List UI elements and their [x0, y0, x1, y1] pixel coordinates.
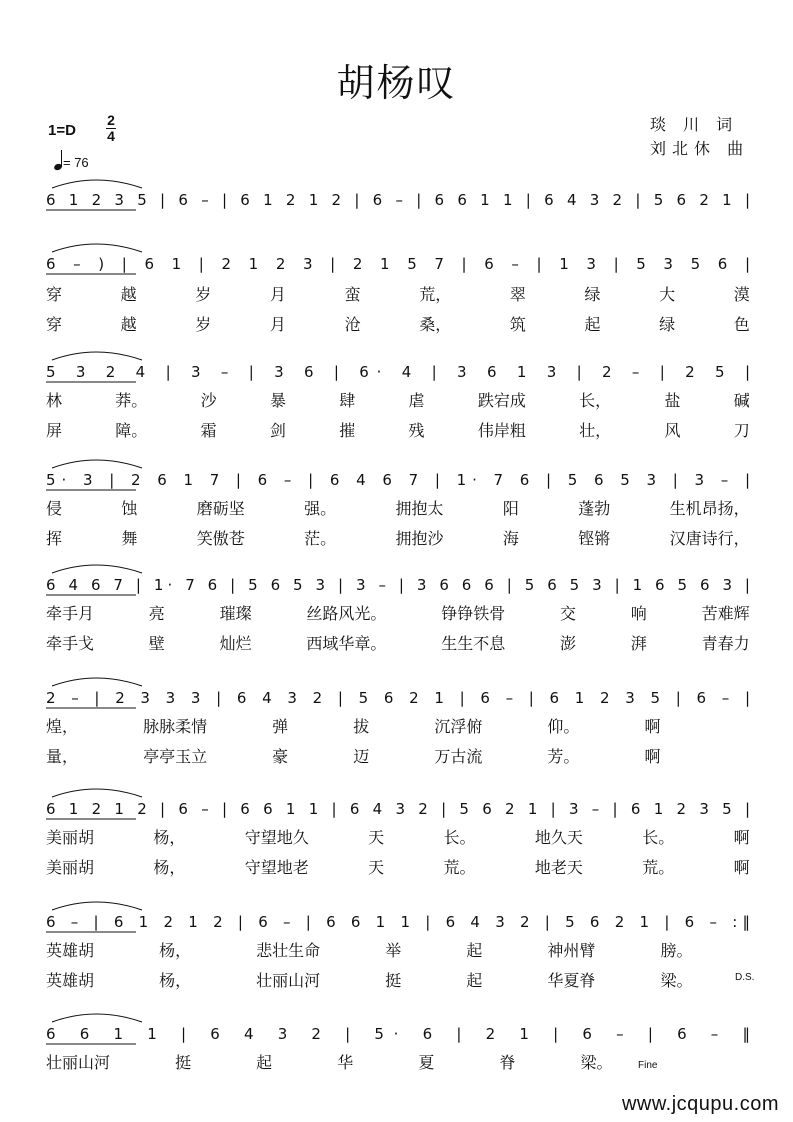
- fine-mark: Fine: [638, 1060, 658, 1071]
- time-signature-top: 2: [107, 112, 115, 128]
- lyrics-verse-1: 林 莽。 沙 暴 肆 虐 跌宕成 长， 盐 碱: [46, 391, 750, 410]
- lyrics-verse-1: 煌， 脉脉柔情 弹 拔 沉浮俯 仰。 啊: [46, 717, 661, 736]
- lyricist-credit: 琰 川 词: [650, 115, 739, 134]
- lyrics-verse-2: 英雄胡 杨， 壮丽山河 挺 起 华夏脊 梁。: [46, 971, 693, 990]
- slur-arc: [52, 244, 142, 252]
- notation-row: 6 4 6 7 | 1· 7 6 | 5 6 5 3 | 3 – | 3 6 6 6 | 5 6 5 3 | 1 6 5 6 3 |: [46, 576, 750, 594]
- notation-row: 2 – | 2 3 3 3 | 6 4 3 2 | 5 6 2 1 | 6 – | 6 1 2 3 5 | 6 – |: [46, 689, 751, 707]
- slur-arc: [52, 180, 142, 188]
- slur-arc: [52, 678, 142, 686]
- slur-arc: [52, 1014, 142, 1022]
- slur-arc: [52, 352, 142, 360]
- lyrics-verse-1: 英雄胡 杨， 悲壮生命 举 起 神州臂 膀。: [46, 941, 693, 960]
- notation-row: 6 – | 6 1 2 1 2 | 6 – | 6 6 1 1 | 6 4 3 2 | 5 6 2 1 | 6 – :‖: [46, 913, 750, 931]
- slur-arc: [52, 902, 142, 910]
- lyrics-verse-1: 壮丽山河 挺 起 华 夏 脊 梁。: [46, 1053, 613, 1072]
- lyrics-verse-2: 美丽胡 杨， 守望地老 天 荒。 地老天 荒。 啊: [46, 858, 750, 877]
- notation-row: 6 6 1 1 | 6 4 3 2 | 5· 6 | 2 1 | 6 – | 6 – ‖: [46, 1025, 750, 1043]
- lyrics-verse-2: 穿 越 岁 月 沧 桑， 筑 起 绿 色: [46, 315, 750, 334]
- notation-row: 6 – ) | 6 1 | 2 1 2 3 | 2 1 5 7 | 6 – | 1 3 | 5 3 5 6 |: [46, 255, 751, 273]
- notation-row: 5 3 2 4 | 3 – | 3 6 | 6· 4 | 3 6 1 3 | 2 – | 2 5 |: [46, 363, 750, 381]
- lyrics-verse-1: 美丽胡 杨， 守望地久 天 长。 地久天 长。 啊: [46, 828, 750, 847]
- song-title: 胡杨叹: [336, 61, 457, 105]
- notation-row: 5· 3 | 2 6 1 7 | 6 – | 6 4 6 7 | 1· 7 6 | 5 6 5 3 | 3 – |: [46, 471, 750, 489]
- lyrics-verse-2: 挥 舞 笑傲苍 茫。 拥抱沙 海 铿锵 汉唐诗行，: [46, 529, 750, 548]
- tempo-value: = 76: [63, 155, 89, 170]
- composer-credit: 刘北休 曲: [650, 139, 750, 158]
- time-signature-bottom: 4: [107, 128, 115, 144]
- notation-row: 6 1 2 1 2 | 6 – | 6 6 1 1 | 6 4 3 2 | 5 6 2 1 | 3 – | 6 1 2 3 5 |: [46, 800, 750, 818]
- slur-arc: [52, 789, 142, 797]
- dal-segno-mark: D.S.: [735, 972, 755, 983]
- notation-row: 6 1 2 3 5 | 6 – | 6 1 2 1 2 | 6 – | 6 6 1 1 | 6 4 3 2 | 5 6 2 1 |: [46, 191, 750, 209]
- lyrics-verse-1: 穿 越 岁 月 蛮 荒， 翠 绿 大 漠: [46, 285, 750, 304]
- lyrics-verse-1: 侵 蚀 磨砺坚 强。 拥抱太 阳 蓬勃 生机昂扬，: [46, 499, 750, 518]
- key-signature: 1=D: [48, 122, 76, 139]
- lyrics-verse-2: 屏 障。 霜 剑 摧 残 伟岸粗 壮， 风 刀: [46, 421, 750, 440]
- watermark: www.jcqupu.com: [621, 1093, 779, 1115]
- lyrics-verse-2: 量， 亭亭玉立 豪 迈 万古流 芳。 啊: [46, 747, 661, 766]
- lyrics-verse-1: 牵手月 亮 璀璨 丝路风光。 铮铮铁骨 交 响 苦难辉: [46, 604, 750, 623]
- lyrics-verse-2: 牵手戈 壁 灿烂 西域华章。 生生不息 澎 湃 青春力: [46, 634, 750, 653]
- slur-arc: [52, 460, 142, 468]
- slur-arc: [52, 565, 142, 573]
